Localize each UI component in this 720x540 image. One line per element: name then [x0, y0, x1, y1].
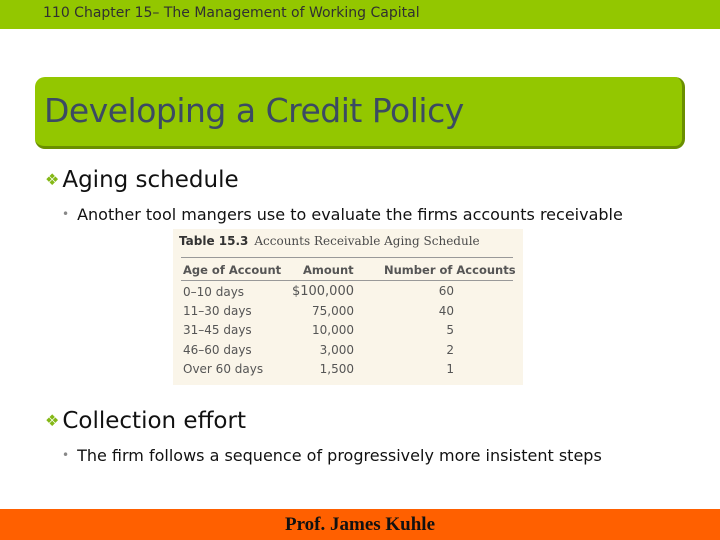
table-cell-amount: $100,000 [291, 284, 354, 299]
column-header-count: Number of Accounts [384, 263, 516, 277]
table-caption [179, 234, 480, 248]
table-cell-age: 0–10 days [183, 285, 245, 299]
column-header-amount: Amount [303, 263, 354, 277]
bullet-aging-schedule [45, 167, 239, 193]
table-cell-count: 60 [438, 284, 454, 298]
chapter-header: 110 Chapter 15– The Management of Working Capital [43, 5, 420, 21]
table-cell-count: 5 [446, 323, 454, 337]
table-cell-count: 2 [446, 343, 454, 357]
table-top-rule [181, 257, 513, 258]
table-title: Accounts Receivable Aging Schedule [254, 234, 480, 248]
footer-author: Prof. James Kuhle [284, 514, 436, 535]
slide-title: Developing a Credit Policy [44, 91, 464, 130]
table-cell-amount: 3,000 [319, 343, 354, 357]
footer-bar [0, 509, 720, 540]
aging-schedule-table [173, 229, 523, 385]
dot-bullet-icon: • [62, 448, 70, 462]
table-cell-age: 11–30 days [183, 304, 252, 318]
table-header-rule [181, 280, 513, 281]
sub-bullet-aging-text: Another tool mangers use to evaluate the firms accounts receivable [77, 205, 623, 224]
table-cell-amount: 1,500 [319, 362, 354, 376]
bullet-aging-heading: Aging schedule [62, 167, 239, 193]
table-number: Table 15.3 [179, 234, 249, 248]
title-box [35, 77, 685, 149]
sub-bullet-aging [62, 205, 623, 224]
bullet-collection-effort [45, 408, 246, 434]
table-cell-age: 46–60 days [183, 343, 252, 357]
top-header-bar [0, 0, 720, 29]
diamond-bullet-icon: ❖ [45, 170, 60, 189]
sub-bullet-collection-text: The firm follows a sequence of progressively more insistent steps [77, 446, 602, 465]
column-header-age: Age of Account [183, 263, 282, 277]
dot-bullet-icon: • [62, 207, 70, 221]
sub-bullet-collection [62, 446, 602, 465]
table-cell-amount: 75,000 [312, 304, 354, 318]
table-cell-age: 31–45 days [183, 323, 252, 337]
diamond-bullet-icon: ❖ [45, 411, 60, 430]
table-cell-count: 40 [438, 304, 454, 318]
table-cell-amount: 10,000 [312, 323, 354, 337]
bullet-collection-heading: Collection effort [62, 408, 246, 434]
table-cell-age: Over 60 days [183, 362, 264, 376]
table-cell-count: 1 [446, 362, 454, 376]
